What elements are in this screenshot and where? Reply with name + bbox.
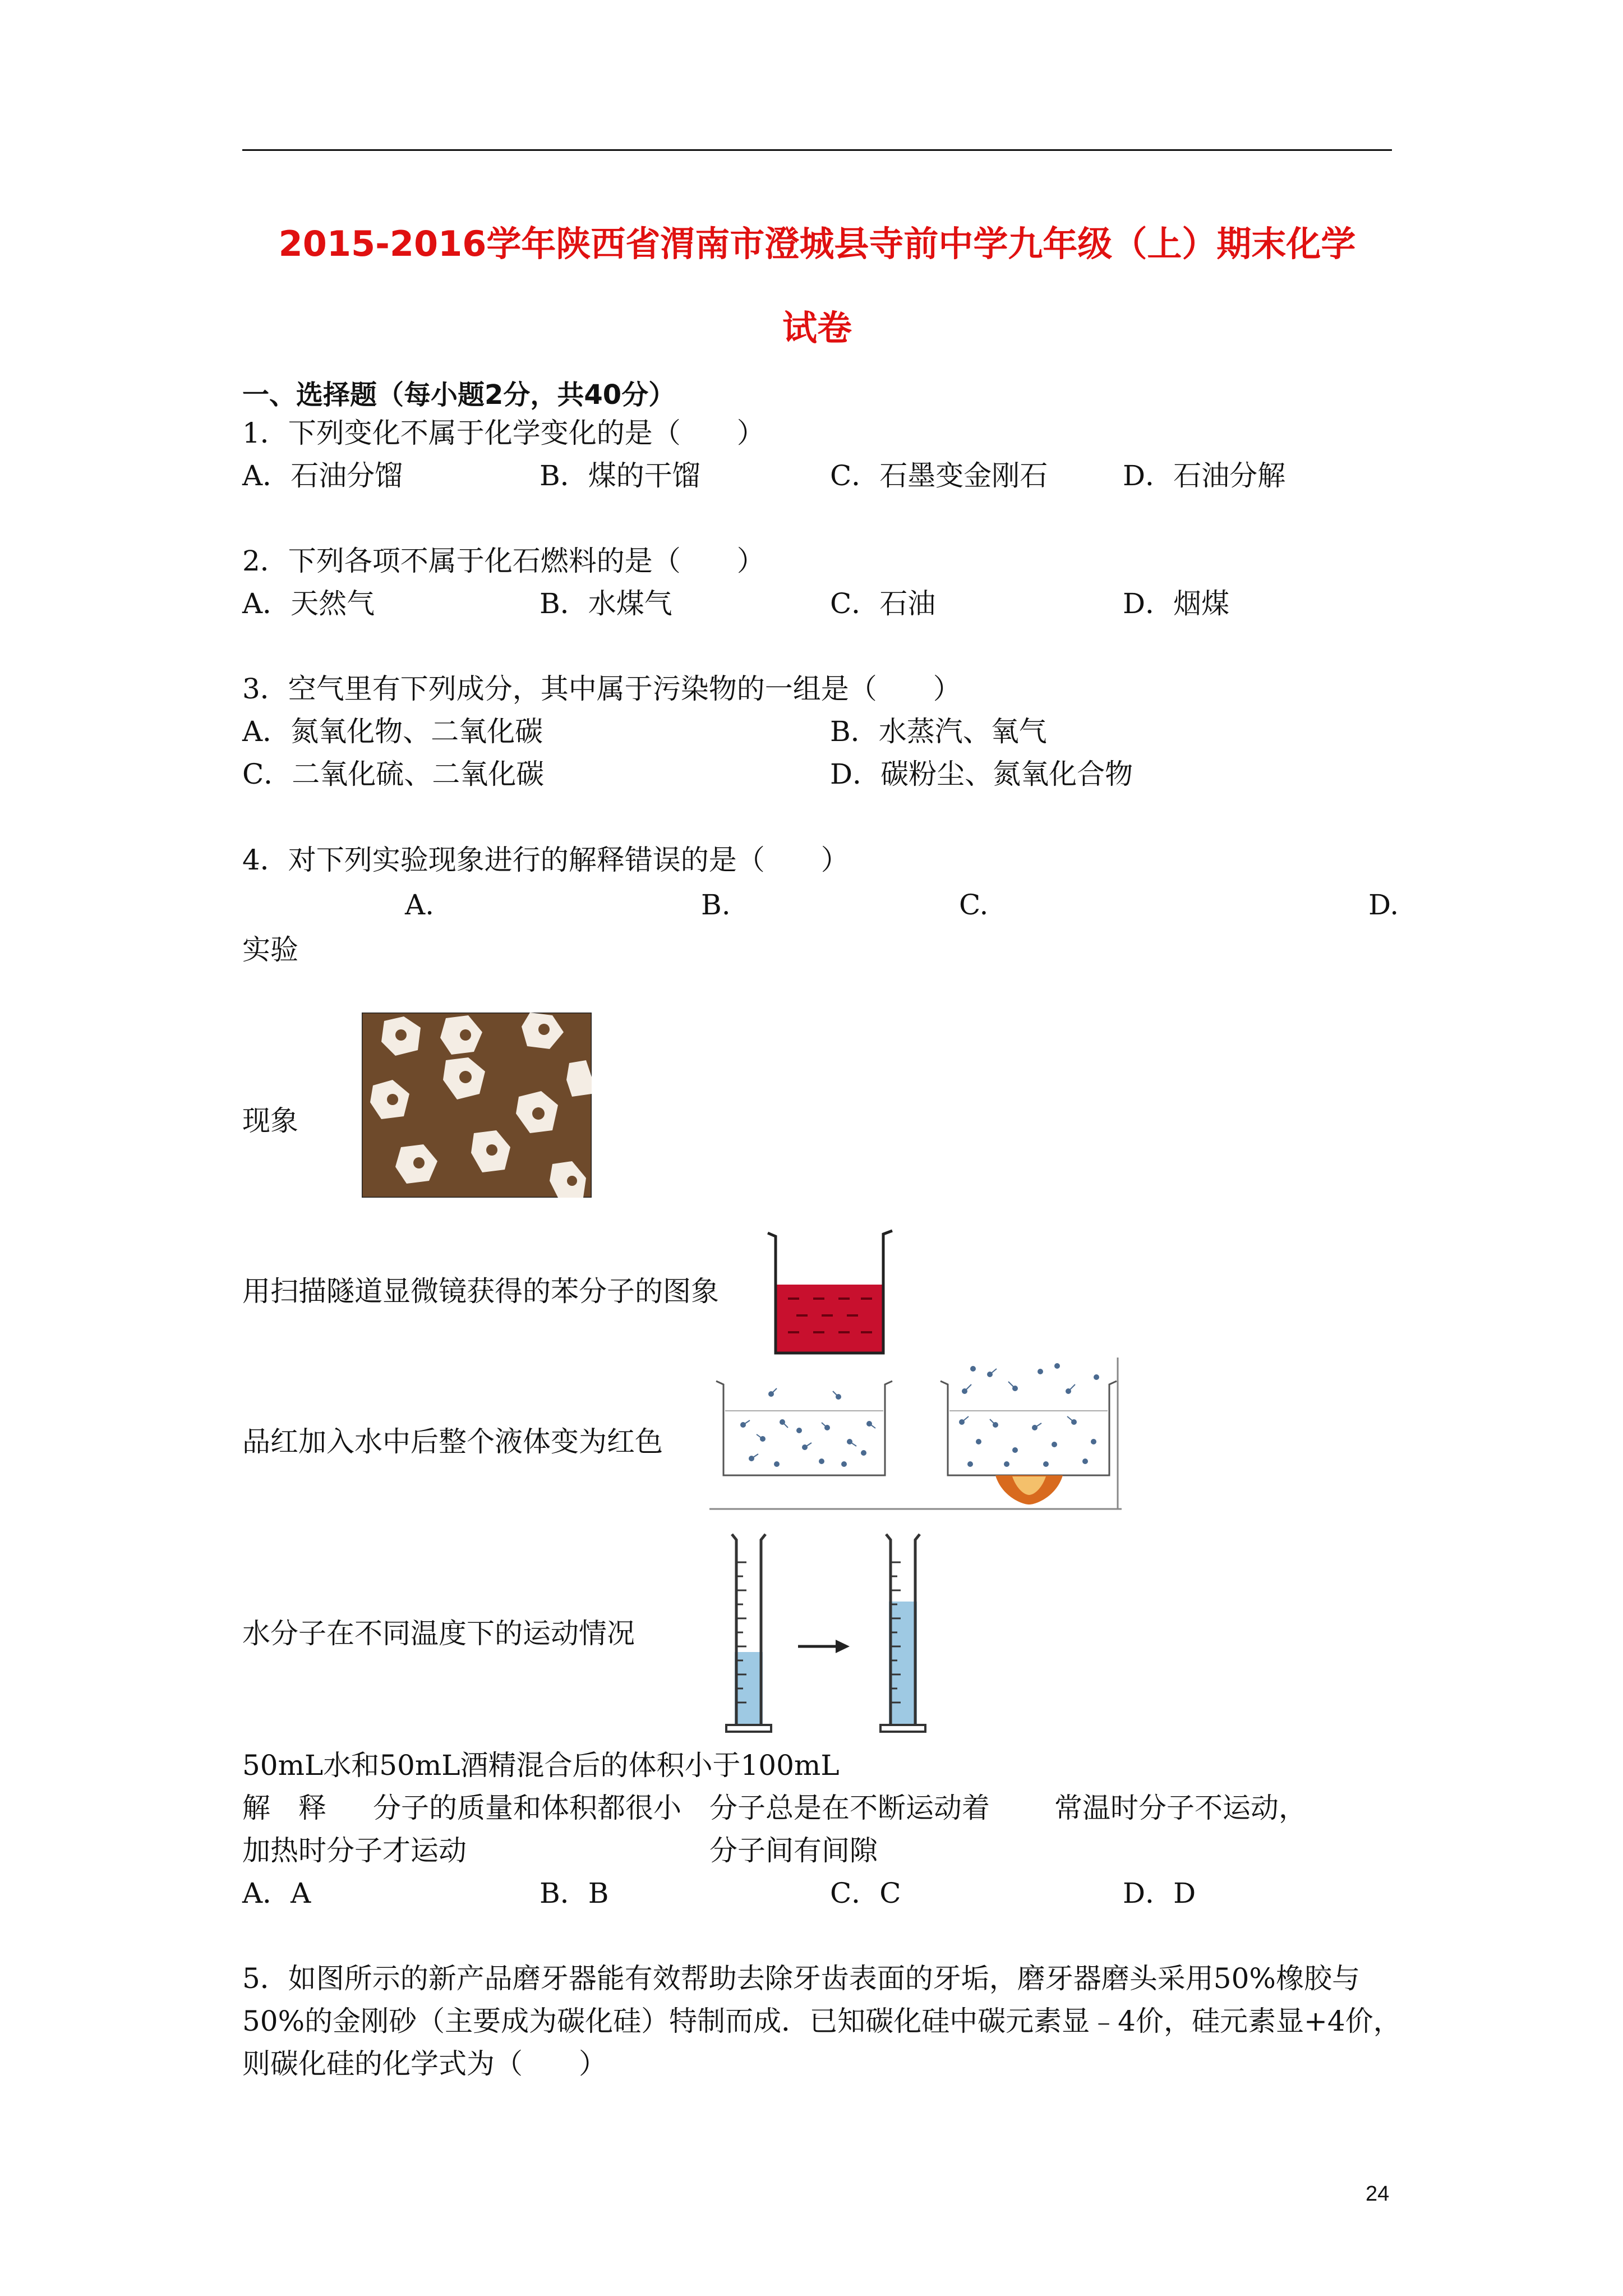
q1-stem: 1．下列变化不属于化学变化的是（ ） [242, 417, 765, 449]
q4-row-explain: 解 释 [242, 1792, 326, 1824]
q4-option-a: A．A [242, 1877, 311, 1910]
q2-option-c: C．石油 [830, 587, 936, 620]
q3-option-d: D．碳粉尘、氮氧化合物 [830, 758, 1133, 790]
q5-line-2: 50%的金刚砂（主要成为碳化硅）特制而成．已知碳化硅中碳元素显﹣4价，硅元素显+4价， [242, 2005, 1401, 2037]
q3-stem: 3．空气里有下列成分，其中属于污染物的一组是（ ） [242, 673, 961, 705]
graduated-cylinders-image [709, 1529, 945, 1742]
q4-stem: 4．对下列实验现象进行的解释错误的是（ ） [242, 844, 849, 876]
q4-experiment-a: 用扫描隧道显微镜获得的苯分子的图象 [242, 1275, 719, 1308]
q3-option-b: B．水蒸汽、氧气 [830, 715, 1047, 748]
q3-option-a: A．氮氧化物、二氧化碳 [242, 715, 543, 748]
q4-experiment-d: 50mL水和50mL酒精混合后的体积小于100mL [242, 1749, 840, 1782]
q4-explain-d: 分子间有间隙 [709, 1834, 878, 1867]
q4-row-experiment: 实验 [242, 933, 298, 966]
q3-option-c: C．二氧化硫、二氧化碳 [242, 758, 545, 790]
q5-line-1: 5．如图所示的新产品磨牙器能有效帮助去除牙齿表面的牙垢，磨牙器磨头采用50%橡胶与 [242, 1962, 1360, 1995]
q4-option-b: B．B [540, 1877, 609, 1910]
q4-column-b: B. [701, 889, 731, 921]
page-number: 24 [1366, 2182, 1390, 2206]
q4-row-phenomenon: 现象 [242, 1105, 298, 1137]
q2-option-b: B．水煤气 [540, 587, 672, 620]
q2-option-a: A．天然气 [242, 587, 375, 620]
q1-option-d: D．石油分解 [1123, 459, 1286, 492]
q4-column-a: A. [405, 889, 435, 921]
q4-explain-c-1: 常温时分子不运动， [1054, 1792, 1307, 1824]
q4-column-c: C. [959, 889, 989, 921]
exam-title-line-1: 2015-2016学年陕西省渭南市澄城县寺前中学九年级（上）期末化学 [278, 223, 1356, 264]
q2-stem: 2．下列各项不属于化石燃料的是（ ） [242, 545, 765, 577]
q4-option-d: D．D [1123, 1877, 1196, 1910]
q1-option-a: A．石油分馏 [242, 459, 403, 492]
q4-experiment-b: 品红加入水中后整个液体变为红色 [242, 1425, 663, 1458]
water-molecules-temperature-image [709, 1358, 1122, 1520]
q4-explain-b: 分子总是在不断运动着 [709, 1792, 990, 1824]
benzene-stm-image [362, 1013, 592, 1198]
q2-option-d: D．烟煤 [1123, 587, 1230, 620]
q1-option-b: B．煤的干馏 [540, 459, 700, 492]
header-rule [242, 149, 1392, 151]
beaker-red-liquid-image [766, 1228, 895, 1358]
q4-experiment-c: 水分子在不同温度下的运动情况 [242, 1617, 635, 1650]
q4-explain-c-2: 加热时分子才运动 [242, 1834, 467, 1867]
q4-column-d: D. [1368, 889, 1399, 921]
exam-title-line-2: 试卷 [782, 307, 852, 348]
q4-explain-a: 分子的质量和体积都很小 [373, 1792, 681, 1824]
q4-option-c: C．C [830, 1877, 901, 1910]
section-heading: 一、选择题（每小题2分，共40分） [242, 379, 676, 411]
q1-option-c: C．石墨变金刚石 [830, 459, 1048, 492]
q5-line-3: 则碳化硅的化学式为（ ） [242, 2047, 607, 2080]
